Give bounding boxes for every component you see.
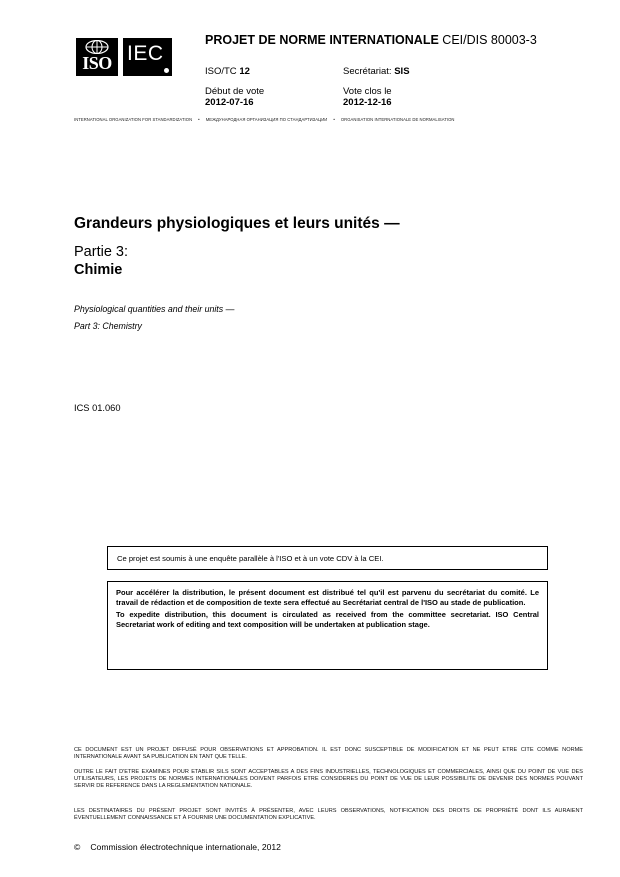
title-part-en: Part 3: Chemistry bbox=[74, 321, 142, 331]
distribution-notice bbox=[107, 581, 548, 670]
org-separator: • bbox=[333, 117, 335, 122]
title-part-fr: Partie 3: bbox=[74, 244, 128, 260]
disclaimer-paragraph: OUTRE LE FAIT D'ETRE EXAMINES POUR ETABLIR SILS SONT ACCEPTABLES A DES FINS INDUSTRIELLES, TECHNOLOGIQUES ET COMMERCIALES, AINSI QUE DU POINT DE VUE DES UTILISATEURS, LES PROJETS DE NORMES INTERNATIONALES DOIVENT PARFOIS ETRE CONSIDERES DU POINT DE VUE DE LEUR POSSIBILITE DE DEVENIR DES NORMES POUVANT SERVIR DE REFERENCE DANS LA REGLEMENTATION NATIONALE. bbox=[74, 769, 583, 790]
iec-logo bbox=[123, 38, 172, 76]
iso-logo bbox=[76, 38, 118, 76]
vote-end-label: Vote clos le bbox=[343, 86, 392, 97]
document-type: PROJET DE NORME INTERNATIONALE bbox=[205, 33, 439, 47]
vote-end-date: 2012-12-16 bbox=[343, 97, 392, 108]
ics-code: ICS 01.060 bbox=[74, 403, 121, 413]
org-name-fr: ORGANISATION INTERNATIONALE DE NORMALISATION bbox=[340, 117, 455, 122]
vote-start bbox=[205, 97, 254, 108]
org-separator: • bbox=[198, 117, 200, 122]
vote-start-date: 2012-07-16 bbox=[205, 97, 254, 108]
title-main-fr: Grandeurs physiologiques et leurs unités — bbox=[74, 215, 400, 232]
vote-start-label: Début de vote bbox=[205, 86, 265, 97]
document-reference: CEI/DIS 80003-3 bbox=[442, 33, 537, 47]
technical-committee bbox=[205, 66, 250, 77]
tc-label: ISO/TC bbox=[205, 66, 237, 77]
copyright-text: Commission électrotechnique internationale, 2012 bbox=[90, 842, 281, 852]
iec-logo-dot bbox=[164, 68, 169, 73]
copyright-symbol: © bbox=[74, 842, 81, 852]
title-main-en: Physiological quantities and their units — bbox=[74, 304, 235, 314]
title-sub-fr: Chimie bbox=[74, 262, 123, 278]
secretariat-value: SIS bbox=[394, 66, 410, 77]
disclaimer-paragraph: CE DOCUMENT EST UN PROJET DIFFUSÉ POUR OBSERVATIONS ET APPROBATION. IL EST DONC SUSCEPTIBLE DE MODIFICATION ET NE PEUT ETRE CITE COMME NORME INTERNATIONALE AVANT SA PUBLICATION EN TANT QUE TELLE. bbox=[74, 747, 583, 761]
copyright-line bbox=[74, 842, 281, 852]
globe-icon bbox=[85, 40, 109, 54]
organization-names-line bbox=[74, 117, 586, 122]
iso-logo-text: ISO bbox=[82, 53, 112, 73]
document-type-heading bbox=[205, 33, 537, 47]
tc-value: 12 bbox=[239, 66, 250, 77]
secretariat-label: Secrétariat: bbox=[343, 66, 392, 77]
distribution-notice-fr: Pour accélérer la distribution, le présent document est distribué tel qu'il est parvenu du secrétariat du comité. Le travail de rédaction et de composition de texte sera effectué au Secrétariat central de l'ISO au stade de publication. bbox=[116, 588, 539, 607]
secretariat bbox=[343, 66, 410, 77]
org-name-ru: МЕЖДУНАРОДНАЯ ОРГАНИЗАЦИЯ ПО СТАНДАРТИЗАЦИИ bbox=[205, 117, 328, 122]
iec-logo-text: IEC bbox=[127, 42, 164, 65]
org-name-en: INTERNATIONAL ORGANIZATION FOR STANDARDIZATION bbox=[74, 117, 193, 122]
disclaimer-paragraph: LES DESTINATAIRES DU PRÉSENT PROJET SONT INVITÉS À PRÉSENTER, AVEC LEURS OBSERVATIONS, NOTIFICATION DES DROITS DE PROPRIÉTÉ DONT ILS AURAIENT ÉVENTUELLEMENT CONNAISSANCE ET À FOURNIR UNE DOCUMENTATION EXPLICATIVE. bbox=[74, 808, 583, 822]
vote-end bbox=[343, 97, 392, 108]
parallel-enquiry-notice: Ce projet est soumis à une enquête parallèle à l'ISO et à un vote CDV à la CEI. bbox=[107, 546, 548, 570]
distribution-notice-en: To expedite distribution, this document is circulated as received from the committee secretariat. ISO Central Secretariat work of editing and text composition will be undertaken at publication stage. bbox=[116, 610, 539, 629]
